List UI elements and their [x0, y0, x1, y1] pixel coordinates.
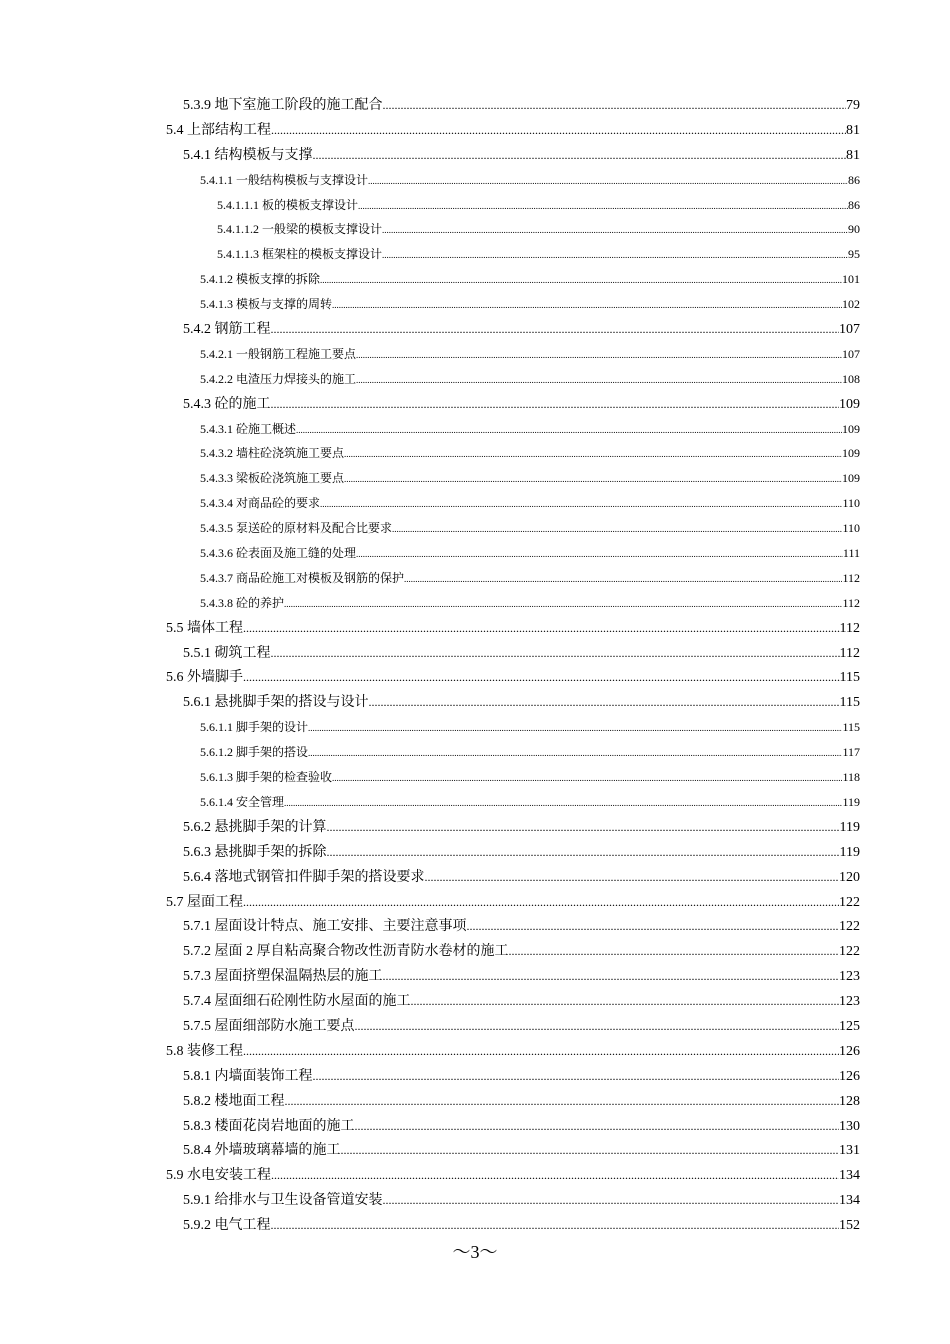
toc-entry-title: 5.6.1 悬挑脚手架的搭设与设计 — [183, 695, 369, 711]
toc-entry-page: 122 — [839, 919, 860, 935]
toc-entry[interactable] — [0, 417, 860, 442]
toc-entry-page: 122 — [839, 944, 860, 960]
toc-entry-page: 109 — [842, 421, 860, 436]
dot-leader — [382, 218, 848, 243]
toc-entry[interactable] — [0, 342, 860, 367]
toc-entry-title: 5.5.1 砌筑工程 — [183, 645, 271, 661]
toc-entry[interactable] — [0, 118, 860, 143]
toc-entry-page: 107 — [839, 322, 860, 338]
dot-leader — [382, 243, 848, 268]
toc-entry[interactable] — [0, 491, 860, 516]
dot-leader — [313, 1064, 840, 1089]
toc-entry-page: 110 — [842, 521, 860, 536]
toc-entry[interactable] — [0, 541, 860, 566]
toc-entry-title: 5.6.2 悬挑脚手架的计算 — [183, 819, 327, 835]
toc-entry[interactable] — [0, 1188, 860, 1213]
dot-leader — [358, 194, 848, 219]
toc-entry[interactable] — [0, 1039, 860, 1064]
toc-entry-page: 115 — [839, 695, 860, 711]
toc-entry-title: 5.4.3.6 砼表面及施工缝的处理 — [200, 546, 357, 561]
toc-entry-title: 5.6.1.2 脚手架的搭设 — [200, 745, 309, 760]
toc-entry-page: 107 — [842, 346, 860, 361]
toc-entry-title: 5.4.3.3 梁板砼浇筑施工要点 — [200, 471, 345, 486]
toc-entry-page: 126 — [839, 1043, 860, 1059]
toc-entry-title: 5.3.9 地下室施工阶段的施工配合 — [183, 98, 383, 113]
toc-entry-page: 117 — [842, 745, 860, 760]
toc-entry-page: 126 — [839, 1068, 860, 1084]
toc-entry-page: 134 — [839, 1193, 860, 1209]
dot-leader — [355, 1114, 840, 1139]
toc-entry-title: 5.5 墙体工程 — [166, 620, 243, 636]
toc-entry-title: 5.8.1 内墙面装饰工程 — [183, 1068, 313, 1084]
toc-entry[interactable] — [0, 989, 860, 1014]
toc-entry-title: 5.4.1.1.3 框架柱的模板支撑设计 — [217, 247, 383, 262]
toc-entry-page: 86 — [848, 172, 860, 187]
toc-entry-page: 123 — [839, 969, 860, 985]
toc-entry-page: 115 — [839, 670, 860, 686]
page-number: ～3～ — [452, 1242, 498, 1262]
dot-leader — [271, 118, 846, 143]
toc-entry-page: 118 — [842, 770, 860, 785]
dot-leader — [341, 1138, 840, 1163]
dot-leader — [411, 989, 840, 1014]
toc-entry-page: 79 — [846, 98, 860, 113]
toc-entry[interactable] — [0, 765, 860, 790]
dot-leader — [243, 1039, 839, 1064]
dot-leader — [425, 865, 840, 890]
toc-entry[interactable] — [0, 267, 860, 292]
dot-leader — [344, 467, 842, 492]
toc-entry[interactable] — [0, 292, 860, 317]
toc-entry-page: 122 — [839, 894, 860, 910]
toc-entry-title: 5.8.3 楼面花岗岩地面的施工 — [183, 1118, 355, 1134]
toc-entry-page: 101 — [842, 272, 860, 287]
toc-entry-page: 115 — [842, 720, 860, 735]
toc-entry-title: 5.4.3.4 对商品砼的要求 — [200, 496, 321, 511]
toc-entry-page: 120 — [839, 869, 860, 885]
toc-entry[interactable] — [0, 740, 860, 765]
dot-leader — [271, 1213, 840, 1238]
toc-entry[interactable] — [0, 317, 860, 342]
toc-entry-page: 81 — [846, 122, 860, 138]
toc-entry[interactable] — [0, 1213, 860, 1238]
toc-entry-title: 5.4.1.3 模板与支撑的周转 — [200, 297, 333, 312]
toc-entry-page: 128 — [839, 1093, 860, 1109]
dot-leader — [271, 392, 840, 417]
dot-leader — [369, 690, 840, 715]
toc-entry-title: 5.7.5 屋面细部防水施工要点 — [183, 1018, 355, 1034]
dot-leader — [243, 665, 840, 690]
toc-entry[interactable] — [0, 865, 860, 890]
dot-leader — [296, 418, 842, 443]
toc-entry-title: 5.4.3.5 泵送砼的原材料及配合比要求 — [200, 521, 393, 536]
toc-entry-page: 102 — [842, 297, 860, 312]
dot-leader — [332, 766, 842, 791]
toc-entry[interactable] — [0, 1138, 860, 1163]
toc-entry[interactable] — [0, 1163, 860, 1188]
toc-entry-title: 5.4.3.1 砼施工概述 — [200, 421, 297, 436]
dot-leader — [404, 567, 842, 592]
toc-entry-page: 119 — [839, 819, 860, 835]
dot-leader — [284, 791, 842, 816]
toc-entry-page: 123 — [839, 994, 860, 1010]
toc-entry-title: 5.4.3.2 墙柱砼浇筑施工要点 — [200, 446, 345, 461]
toc-entry-title: 5.6.1.4 安全管理 — [200, 794, 285, 809]
toc-entry-page: 109 — [842, 446, 860, 461]
toc-entry[interactable] — [0, 1064, 860, 1089]
dot-leader — [308, 741, 842, 766]
toc-entry-title: 5.6.3 悬挑脚手架的拆除 — [183, 844, 327, 860]
toc-entry[interactable] — [0, 715, 860, 740]
toc-entry[interactable] — [0, 939, 860, 964]
toc-entry-page: 90 — [848, 222, 860, 237]
toc-entry-page: 125 — [839, 1018, 860, 1034]
toc-entry-page: 112 — [842, 595, 860, 610]
toc-entry[interactable] — [0, 466, 860, 491]
toc-entry-title: 5.4.3.7 商品砼施工对模板及钢筋的保护 — [200, 570, 405, 585]
dot-leader — [467, 914, 840, 939]
toc-entry[interactable] — [0, 1114, 860, 1139]
toc-entry-page: 95 — [848, 247, 860, 262]
dot-leader — [392, 517, 842, 542]
toc-entry-title: 5.4 上部结构工程 — [166, 122, 271, 138]
dot-leader — [383, 93, 847, 118]
toc-entry-title: 5.9.2 电气工程 — [183, 1218, 271, 1234]
toc-entry[interactable] — [0, 665, 860, 690]
toc-entry-page: 119 — [842, 794, 860, 809]
toc-entry[interactable] — [0, 143, 860, 168]
dot-leader — [271, 641, 840, 666]
toc-entry-page: 131 — [839, 1143, 860, 1159]
toc-entry-title: 5.6.4 落地式钢管扣件脚手架的搭设要求 — [183, 869, 425, 885]
dot-leader — [320, 268, 842, 293]
toc-entry[interactable] — [0, 840, 860, 865]
dot-leader — [344, 442, 842, 467]
toc-entry[interactable] — [0, 914, 860, 939]
toc-entry-title: 5.4.1.1.2 一般梁的模板支撑设计 — [217, 222, 383, 237]
table-of-contents — [0, 93, 950, 1238]
dot-leader — [332, 293, 842, 318]
toc-entry-page: 109 — [839, 396, 860, 412]
dot-leader — [356, 368, 842, 393]
toc-entry-page: 112 — [839, 645, 860, 661]
toc-entry-title: 5.7.2 屋面 2 厚自粘高聚合物改性沥青防水卷材的施工 — [183, 944, 509, 960]
toc-entry-title: 5.4.2 钢筋工程 — [183, 322, 271, 338]
toc-entry-title: 5.9 水电安装工程 — [166, 1168, 271, 1184]
toc-entry-title: 5.4.1.1.1 板的模板支撑设计 — [217, 197, 359, 212]
toc-entry-page: 108 — [842, 371, 860, 386]
dot-leader — [285, 1089, 840, 1114]
toc-entry-page: 152 — [839, 1218, 860, 1234]
toc-entry[interactable] — [0, 93, 860, 118]
toc-entry-title: 5.7.1 屋面设计特点、施工安排、主要注意事项 — [183, 919, 467, 935]
toc-entry[interactable] — [0, 392, 860, 417]
toc-entry[interactable] — [0, 566, 860, 591]
toc-entry[interactable] — [0, 168, 860, 193]
dot-leader — [313, 143, 847, 168]
toc-entry[interactable] — [0, 1089, 860, 1114]
toc-entry[interactable] — [0, 1014, 860, 1039]
toc-entry-page: 81 — [846, 147, 860, 163]
toc-entry[interactable] — [0, 964, 860, 989]
dot-leader — [368, 169, 848, 194]
dot-leader — [271, 1163, 839, 1188]
toc-entry-title: 5.4.1.1 一般结构模板与支撑设计 — [200, 172, 369, 187]
dot-leader — [271, 317, 840, 342]
dot-leader — [356, 343, 842, 368]
toc-entry-title: 5.4.1.2 模板支撑的拆除 — [200, 272, 321, 287]
toc-entry-page: 111 — [842, 546, 860, 561]
toc-entry-page: 134 — [839, 1168, 860, 1184]
dot-leader — [284, 592, 842, 617]
toc-entry-title: 5.8.4 外墙玻璃幕墙的施工 — [183, 1143, 341, 1159]
toc-entry[interactable] — [0, 217, 860, 242]
toc-entry[interactable] — [0, 616, 860, 641]
toc-entry-page: 86 — [848, 197, 860, 212]
dot-leader — [308, 716, 842, 741]
toc-entry-page: 109 — [842, 471, 860, 486]
toc-entry[interactable] — [0, 193, 860, 218]
toc-entry-title: 5.9.1 给排水与卫生设备管道安装 — [183, 1193, 383, 1209]
dot-leader — [355, 1014, 840, 1039]
toc-entry-title: 5.6.1.3 脚手架的检查验收 — [200, 770, 333, 785]
toc-entry-page: 119 — [839, 844, 860, 860]
toc-entry-title: 5.4.3.8 砼的养护 — [200, 595, 285, 610]
dot-leader — [356, 542, 843, 567]
dot-leader — [327, 815, 840, 840]
toc-entry[interactable] — [0, 641, 860, 666]
dot-leader — [320, 492, 842, 517]
toc-entry[interactable] — [0, 815, 860, 840]
toc-entry-page: 110 — [842, 496, 860, 511]
toc-entry-title: 5.8 装修工程 — [166, 1043, 243, 1059]
dot-leader — [327, 840, 840, 865]
toc-entry-page: 112 — [842, 570, 860, 585]
toc-entry[interactable] — [0, 591, 860, 616]
dot-leader — [243, 890, 839, 915]
dot-leader — [383, 1188, 840, 1213]
toc-entry[interactable] — [0, 690, 860, 715]
toc-entry[interactable] — [0, 441, 860, 466]
toc-entry[interactable] — [0, 890, 860, 915]
toc-entry-title: 5.6.1.1 脚手架的设计 — [200, 720, 309, 735]
toc-entry-title: 5.6 外墙脚手 — [166, 670, 243, 686]
dot-leader — [509, 939, 840, 964]
toc-entry[interactable] — [0, 367, 860, 392]
toc-entry-title: 5.4.2.1 一般钢筋工程施工要点 — [200, 346, 357, 361]
toc-entry-title: 5.7 屋面工程 — [166, 894, 243, 910]
toc-entry-title: 5.4.2.2 电渣压力焊接头的施工 — [200, 371, 357, 386]
toc-entry-page: 130 — [839, 1118, 860, 1134]
dot-leader — [243, 616, 840, 641]
toc-entry[interactable] — [0, 516, 860, 541]
dot-leader — [383, 964, 840, 989]
toc-entry-title: 5.7.3 屋面挤塑保温隔热层的施工 — [183, 969, 383, 985]
toc-entry-title: 5.4.3 砼的施工 — [183, 396, 271, 412]
toc-entry-title: 5.4.1 结构模板与支撑 — [183, 147, 313, 163]
toc-entry-title: 5.8.2 楼地面工程 — [183, 1093, 285, 1109]
toc-entry[interactable] — [0, 242, 860, 267]
toc-entry-title: 5.7.4 屋面细石砼刚性防水屋面的施工 — [183, 994, 411, 1010]
toc-entry[interactable] — [0, 790, 860, 815]
toc-entry-page: 112 — [839, 620, 860, 636]
